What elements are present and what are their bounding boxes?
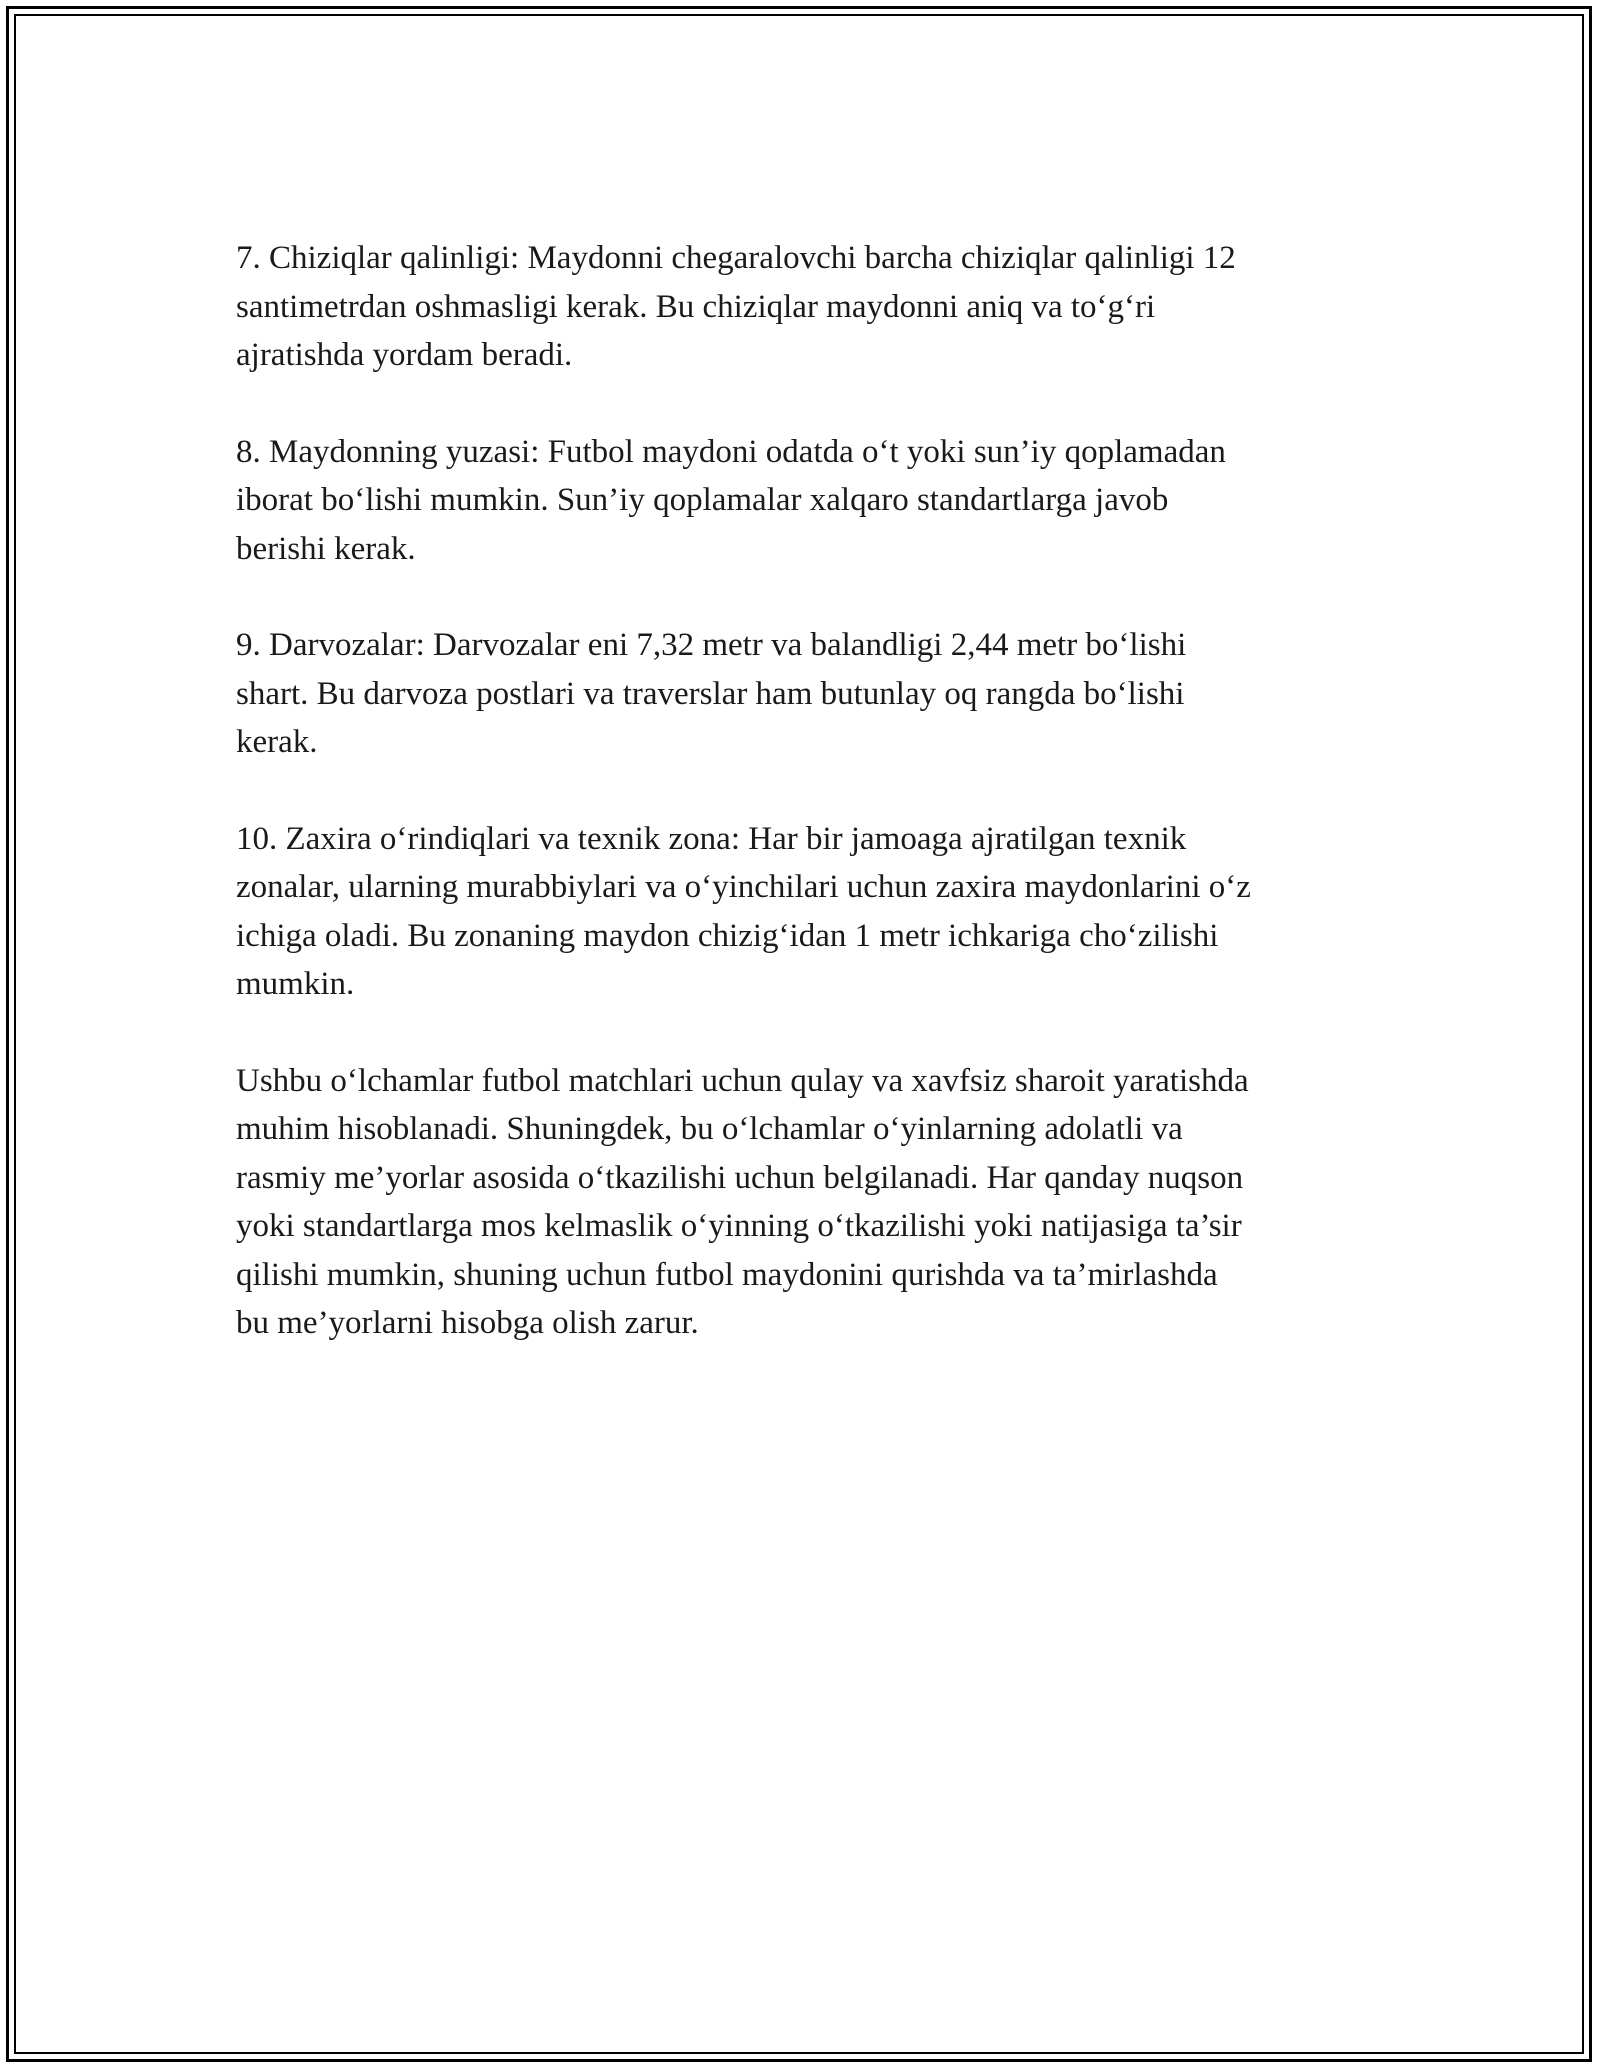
document-body — [236, 234, 1396, 1396]
paragraph-field-surface: 8. Maydonning yuzasi: Futbol maydoni odatda o‘t yoki sun’iy qoplamadan iborat bo‘lishi mumkin. Sun’iy qoplamalar xalqaro standartlarga javob berishi kerak. — [236, 433, 1226, 567]
paragraph-conclusion: Ushbu o‘lchamlar futbol matchlari uchun qulay va xavfsiz sharoit yaratishda muhim hisoblanadi. Shuningdek, bu o‘lchamlar o‘yinlarning adolatli va rasmiy me’yorlar asosida o‘tkazilishi uchun belgilanadi. Har qanday nuqson yoki standartlarga mos kelmaslik o‘yinning o‘tkazilishi yoki natijasiga ta’sir qilishi mumkin, shuning uchun futbol maydonini qurishda va ta’mirlashda bu me’yorlarni hisobga olish zarur. — [236, 1062, 1249, 1341]
paragraph-line-thickness: 7. Chiziqlar qalinligi: Maydonni chegaralovchi barcha chiziqlar qalinligi 12 santimetrdan oshmasligi kerak. Bu chiziqlar maydonni aniq va to‘g‘ri ajratishda yordam beradi. — [236, 240, 1236, 373]
paragraph-technical-zone: 10. Zaxira o‘rindiqlari va texnik zona: Har bir jamoaga ajratilgan texnik zonalar, ularning murabbiylari va o‘yinchilari uchun zaxira maydonlarini o‘z ichiga oladi. Bu zonaning maydon chizig‘idan 1 metr ichkariga cho‘zilishi mumkin. — [236, 820, 1251, 1002]
paragraph-goals: 9. Darvozalar: Darvozalar eni 7,32 metr va balandligi 2,44 metr bo‘lishi shart. Bu darvoza postlari va traverslar ham butunlay oq rangda bo‘lishi kerak. — [236, 627, 1187, 760]
